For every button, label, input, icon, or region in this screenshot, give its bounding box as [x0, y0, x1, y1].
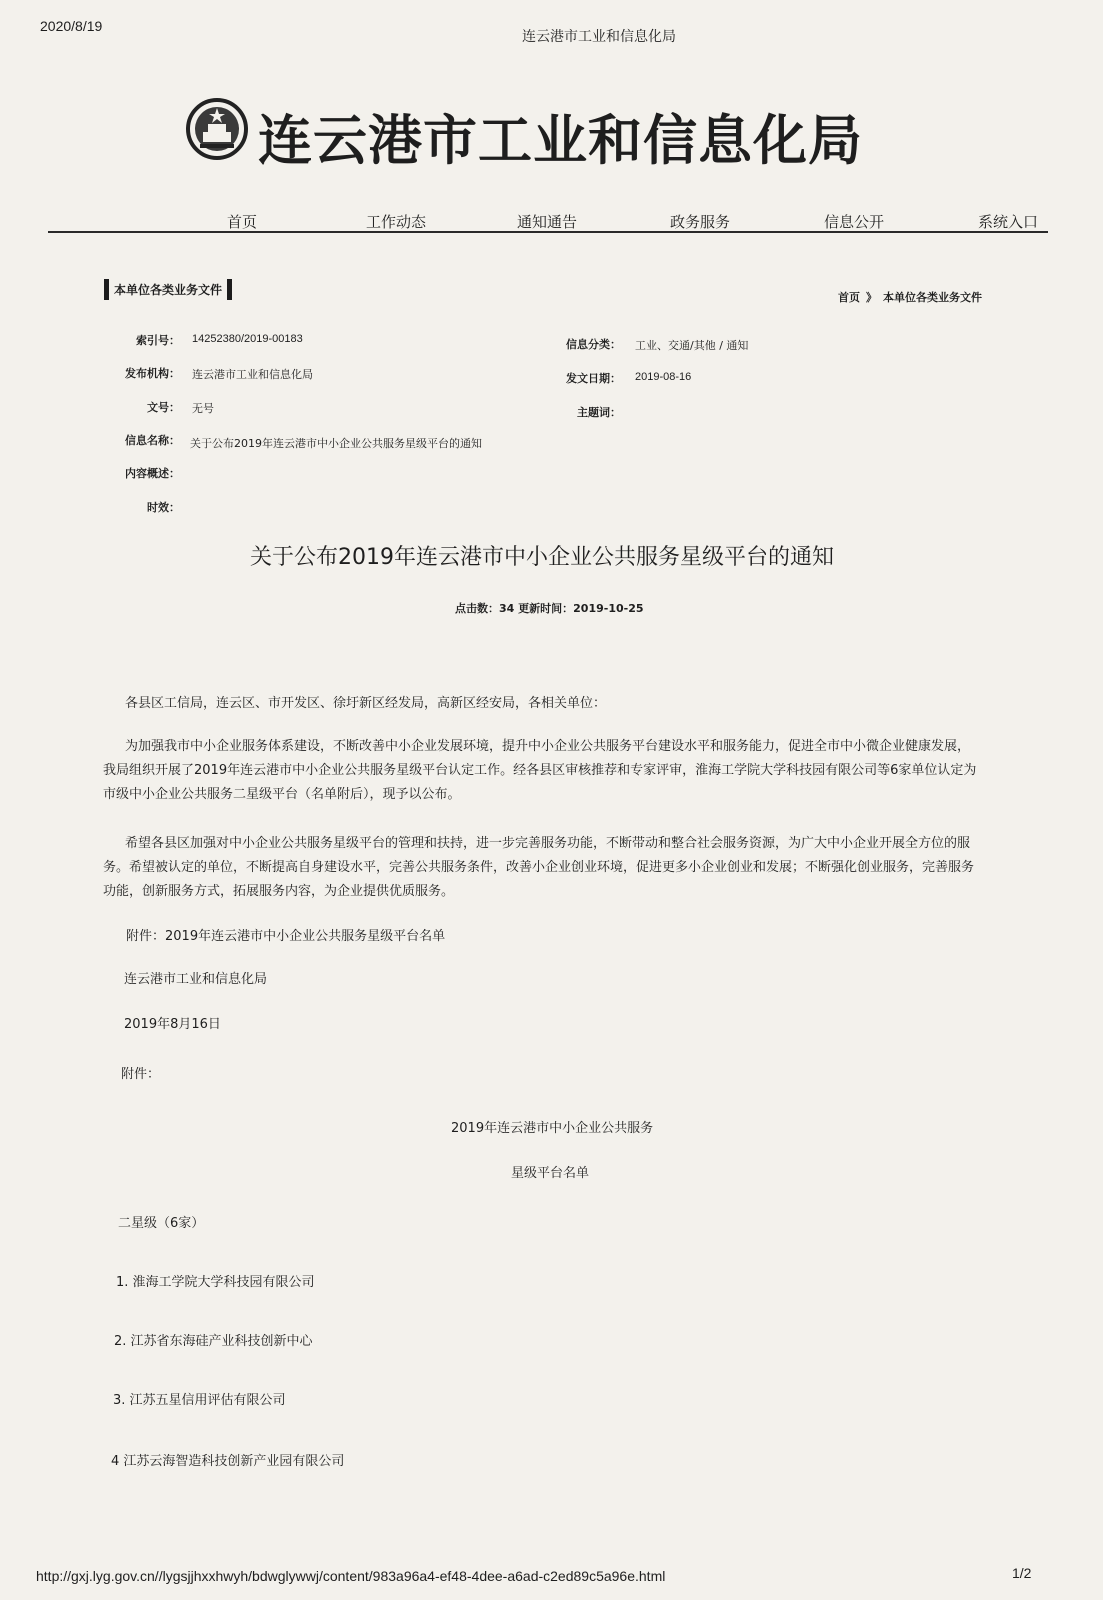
issue-date-value: 2019-08-16 [635, 371, 692, 383]
paragraph-1: 为加强我市中小企业服务体系建设，不断改善中小企业发展环境，提升中小企业公共服务平台建设水平和服务能力，促进全市中小微企业健康发展，我局组织开展了2019年连云港市中小企业公共服务星级平台认定工作。经各县区审核推荐和专家评审，淮海工学院大学科技园有限公司等6家单位认定为市级中小企业公共服务二星级平台（名单附后），现予以公布。 [103, 739, 977, 802]
breadcrumb-home[interactable]: 首页 [838, 291, 860, 304]
publisher-value: 连云港市工业和信息化局 [192, 368, 313, 381]
signer: 连云港市工业和信息化局 [124, 972, 268, 987]
category-label: 信息分类： [566, 338, 621, 351]
page-url: http://gxj.lyg.gov.cn//lygsjjhxxhwyh/bdwglywwj/content/983a96a4-ef48-4dee-a6ad-c2ed89c5a96e.html [36, 1568, 666, 1584]
nav-system-entry[interactable]: 系统入口 [978, 213, 1039, 231]
site-name: 连云港市工业和信息化局 [258, 108, 863, 172]
summary-label: 内容概述： [125, 467, 180, 480]
publisher-label: 发布机构： [125, 367, 180, 380]
national-emblem-icon [186, 96, 248, 162]
nav-work-news[interactable]: 工作动态 [366, 213, 427, 231]
list-item: 2. 江苏省东海硅产业科技创新中心 [114, 1334, 313, 1349]
doc-meta: 点击数：34 更新时间：2019-10-25 [455, 602, 644, 615]
category-value: 工业、交通/其他 / 通知 [635, 339, 749, 352]
issue-date-label: 发文日期： [566, 372, 621, 385]
nav-divider [48, 231, 1048, 233]
info-name-label: 信息名称： [125, 434, 180, 447]
keywords-label: 主题词： [577, 406, 621, 419]
print-date: 2020/8/19 [40, 18, 103, 34]
star-level-heading: 二星级（6家） [118, 1216, 205, 1231]
list-item: 4 江苏云海智造科技创新产业园有限公司 [111, 1454, 345, 1469]
list-title-line-1: 2019年连云港市中小企业公共服务 [451, 1121, 654, 1136]
salutation: 各县区工信局，连云区、市开发区、徐圩新区经发局，高新区经安局，各相关单位： [125, 696, 607, 711]
attachment-line: 附件：2019年连云港市中小企业公共服务星级平台名单 [126, 929, 446, 944]
paragraph-2: 希望各县区加强对中小企业公共服务星级平台的管理和扶持，进一步完善服务功能，不断带动和整合社会服务资源，为广大中小企业开展全方位的服务。希望被认定的单位，不断提高自身建设水平，完善公共服务条件，改善小企业创业环境，促进更多小企业创业和发展；不断强化创业服务，完善服务功能，创新服务方式，拓展服务内容，为企业提供优质服务。 [103, 836, 975, 899]
breadcrumb [838, 289, 982, 305]
nav-home[interactable]: 首页 [227, 213, 258, 231]
doc-title: 关于公布2019年连云港市中小企业公共服务星级平台的通知 [250, 545, 834, 570]
nav-notices[interactable]: 通知通告 [517, 213, 578, 231]
list-item: 1. 淮海工学院大学科技园有限公司 [116, 1275, 315, 1290]
print-header-title: 连云港市工业和信息化局 [522, 29, 676, 45]
nav-gov-services[interactable]: 政务服务 [670, 213, 731, 231]
doc-no-value: 无号 [192, 402, 214, 415]
index-value: 14252380/2019-00183 [192, 333, 303, 345]
index-label: 索引号： [136, 334, 180, 347]
info-name-value: 关于公布2019年连云港市中小企业公共服务星级平台的通知 [190, 437, 482, 450]
page-number: 1/2 [1012, 1565, 1032, 1581]
nav-info-disclosure[interactable]: 信息公开 [824, 213, 885, 231]
sign-date: 2019年8月16日 [124, 1017, 221, 1032]
section-tag: 本单位各类业务文件 [104, 279, 232, 300]
list-item: 3. 江苏五星信用评估有限公司 [113, 1393, 286, 1408]
doc-no-label: 文号： [147, 401, 180, 414]
attachment-label: 附件： [121, 1067, 161, 1082]
list-title-line-2: 星级平台名单 [511, 1166, 590, 1181]
validity-label: 时效： [147, 501, 180, 514]
breadcrumb-separator: 》 [866, 291, 877, 304]
breadcrumb-current[interactable]: 本单位各类业务文件 [883, 291, 982, 304]
